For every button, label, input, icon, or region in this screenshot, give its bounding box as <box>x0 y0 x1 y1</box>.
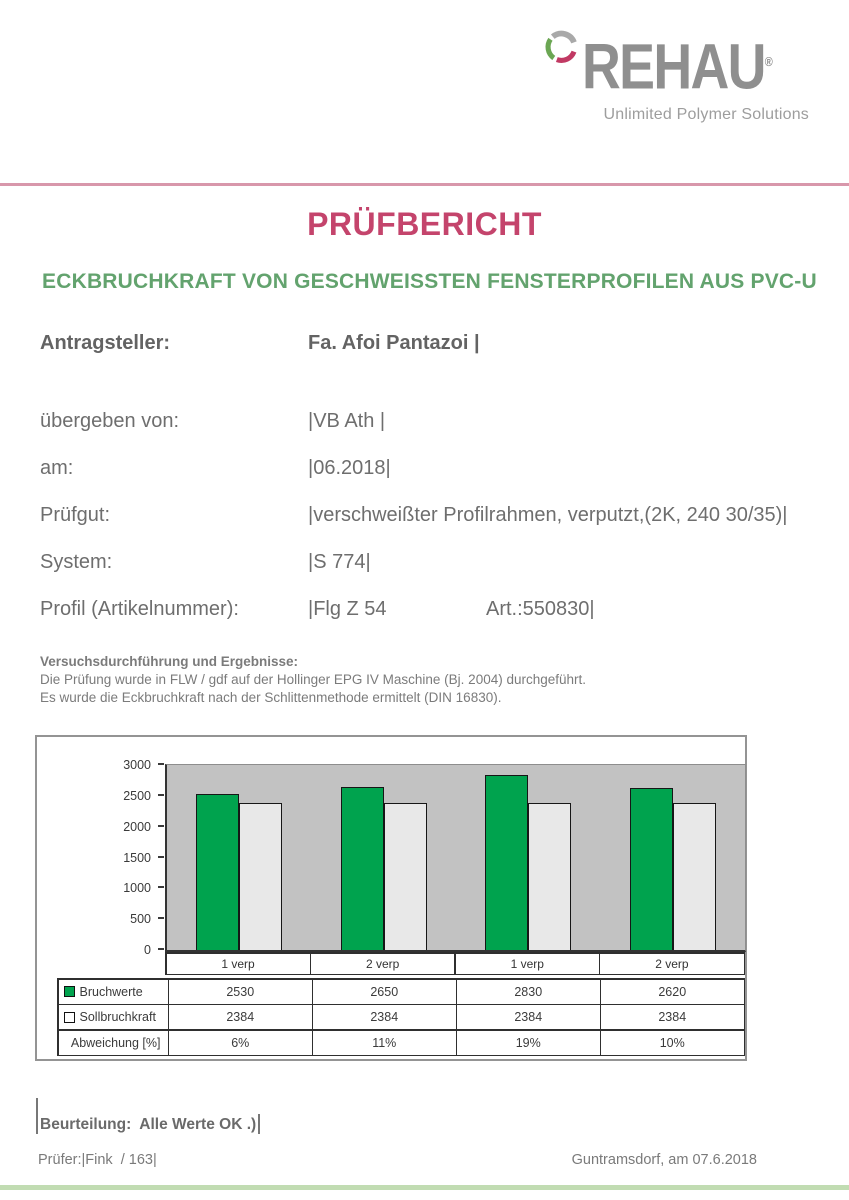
brand-wordmark <box>581 30 773 103</box>
brand-text: REHAU <box>581 30 765 103</box>
field-value: |verschweißter Profilrahmen, verputzt,(2K, 240 30/35)| <box>308 504 788 526</box>
assessment-text: Beurteilung: Alle Werte OK .) <box>40 1116 257 1133</box>
bar-sollbruchkraft <box>384 803 427 950</box>
bar-sollbruchkraft <box>673 803 716 950</box>
field-row-pruefgut <box>40 504 830 527</box>
value-cell: 10% <box>601 1031 744 1055</box>
field-label: am: <box>40 457 74 479</box>
y-axis-tick-icon <box>158 825 164 827</box>
legend-cell <box>59 980 168 1004</box>
chart-data-table <box>57 978 745 1056</box>
category-cell: 1 verp <box>456 954 599 974</box>
value-cell: 2650 <box>313 980 456 1004</box>
field-value: Fa. Afoi Pantazoi | <box>308 332 480 354</box>
y-axis-label: 3000 <box>123 758 151 772</box>
value-cell: 2384 <box>313 1005 456 1029</box>
y-axis-label: 2500 <box>123 788 151 803</box>
field-row-system <box>40 551 830 574</box>
bar-sollbruchkraft <box>239 803 282 950</box>
bar-bruchwerte <box>485 775 528 950</box>
rehau-swoosh-icon <box>541 16 582 78</box>
methods-heading: Versuchsdurchführung und Ergebnisse: <box>40 654 299 669</box>
field-label: System: <box>40 551 113 573</box>
y-axis-label: 500 <box>130 912 151 927</box>
value-cell: 2620 <box>601 980 744 1004</box>
y-axis-label: 1500 <box>123 850 151 865</box>
field-row-antragsteller <box>40 332 830 355</box>
field-label: Antragsteller: <box>40 332 171 354</box>
value-cell: 6% <box>169 1031 312 1055</box>
methods-block <box>40 653 780 707</box>
legend-label: Bruchwerte <box>79 984 143 999</box>
field-value: |S 774| <box>308 551 371 573</box>
bar-group <box>601 765 746 950</box>
field-row-am <box>40 457 830 480</box>
value-cell: 2384 <box>601 1005 744 1029</box>
page-subtitle: ECKBRUCHKRAFT VON GESCHWEISSTEN FENSTERPROFILEN AUS PVC-U <box>42 270 817 293</box>
value-cell: 2384 <box>457 1005 600 1029</box>
value-cell: 19% <box>457 1031 600 1055</box>
y-axis-tick-icon <box>158 948 164 950</box>
pink-divider-line <box>0 183 849 186</box>
value-cell: 11% <box>313 1031 456 1055</box>
page-title: PRÜFBERICHT <box>307 206 542 242</box>
chart-y-axis <box>37 758 165 957</box>
legend-square-icon <box>64 1012 75 1023</box>
assessment-line <box>36 1098 260 1134</box>
category-cell: 2 verp <box>600 954 743 974</box>
value-cell: 2384 <box>169 1005 312 1029</box>
category-cell: 2 verp <box>311 954 454 974</box>
green-bottom-line <box>0 1185 849 1190</box>
registered-mark: ® <box>764 54 773 69</box>
chart-area <box>35 735 747 1061</box>
extra-row-label: Abweichung [%] <box>59 1031 168 1055</box>
field-label: übergeben von: <box>40 410 180 432</box>
bar-bruchwerte <box>630 788 673 950</box>
methods-line-2: Es wurde die Eckbruchkraft nach der Schlittenmethode ermittelt (DIN 16830). <box>40 690 502 705</box>
place-date-line: Guntramsdorf, am 07.6.2018 <box>571 1152 757 1168</box>
field-value-article: Art.:550830| <box>486 598 595 620</box>
methods-line-1: Die Prüfung wurde in FLW / gdf auf der Hollinger EPG IV Maschine (Bj. 2004) durchgeführt. <box>40 672 587 687</box>
y-axis-tick-icon <box>158 856 164 858</box>
y-axis-label: 1000 <box>123 881 151 896</box>
field-value: |06.2018| <box>308 457 391 479</box>
bar-group <box>456 765 601 950</box>
field-value: |Flg Z 54 <box>308 598 387 620</box>
field-label: Prüfgut: <box>40 504 111 526</box>
chart-plot <box>165 764 746 952</box>
logo-row <box>541 16 809 103</box>
bar-group <box>312 765 457 950</box>
form-field-marker-icon <box>258 1114 260 1134</box>
bar-bruchwerte <box>196 794 239 950</box>
category-cell: 1 verp <box>167 954 310 974</box>
value-cell: 2530 <box>169 980 312 1004</box>
chart-category-row <box>165 952 745 975</box>
y-axis-tick-icon <box>158 917 164 919</box>
field-row-uebergeben-von <box>40 410 830 433</box>
y-axis-tick-icon <box>158 886 164 888</box>
y-axis-tick-icon <box>158 763 164 765</box>
field-value-group <box>308 598 830 621</box>
field-row-profil <box>40 598 830 621</box>
examiner-line: Prüfer:|Fink / 163| <box>38 1152 157 1168</box>
bar-bruchwerte <box>341 787 384 950</box>
y-axis-label: 0 <box>144 943 151 957</box>
form-field-marker-icon <box>36 1098 38 1134</box>
brand-tagline: Unlimited Polymer Solutions <box>603 106 809 124</box>
legend-label: Sollbruchkraft <box>79 1010 156 1024</box>
bar-group <box>167 765 312 950</box>
value-cell: 2830 <box>457 980 600 1004</box>
y-axis-label: 2000 <box>123 819 151 834</box>
field-value: |VB Ath | <box>308 410 386 432</box>
bar-sollbruchkraft <box>528 803 571 950</box>
y-axis-tick-icon <box>158 794 164 796</box>
legend-square-icon <box>64 986 75 997</box>
legend-cell <box>59 1005 168 1029</box>
field-label: Profil (Artikelnummer): <box>40 598 239 620</box>
rehau-logo <box>541 16 809 124</box>
